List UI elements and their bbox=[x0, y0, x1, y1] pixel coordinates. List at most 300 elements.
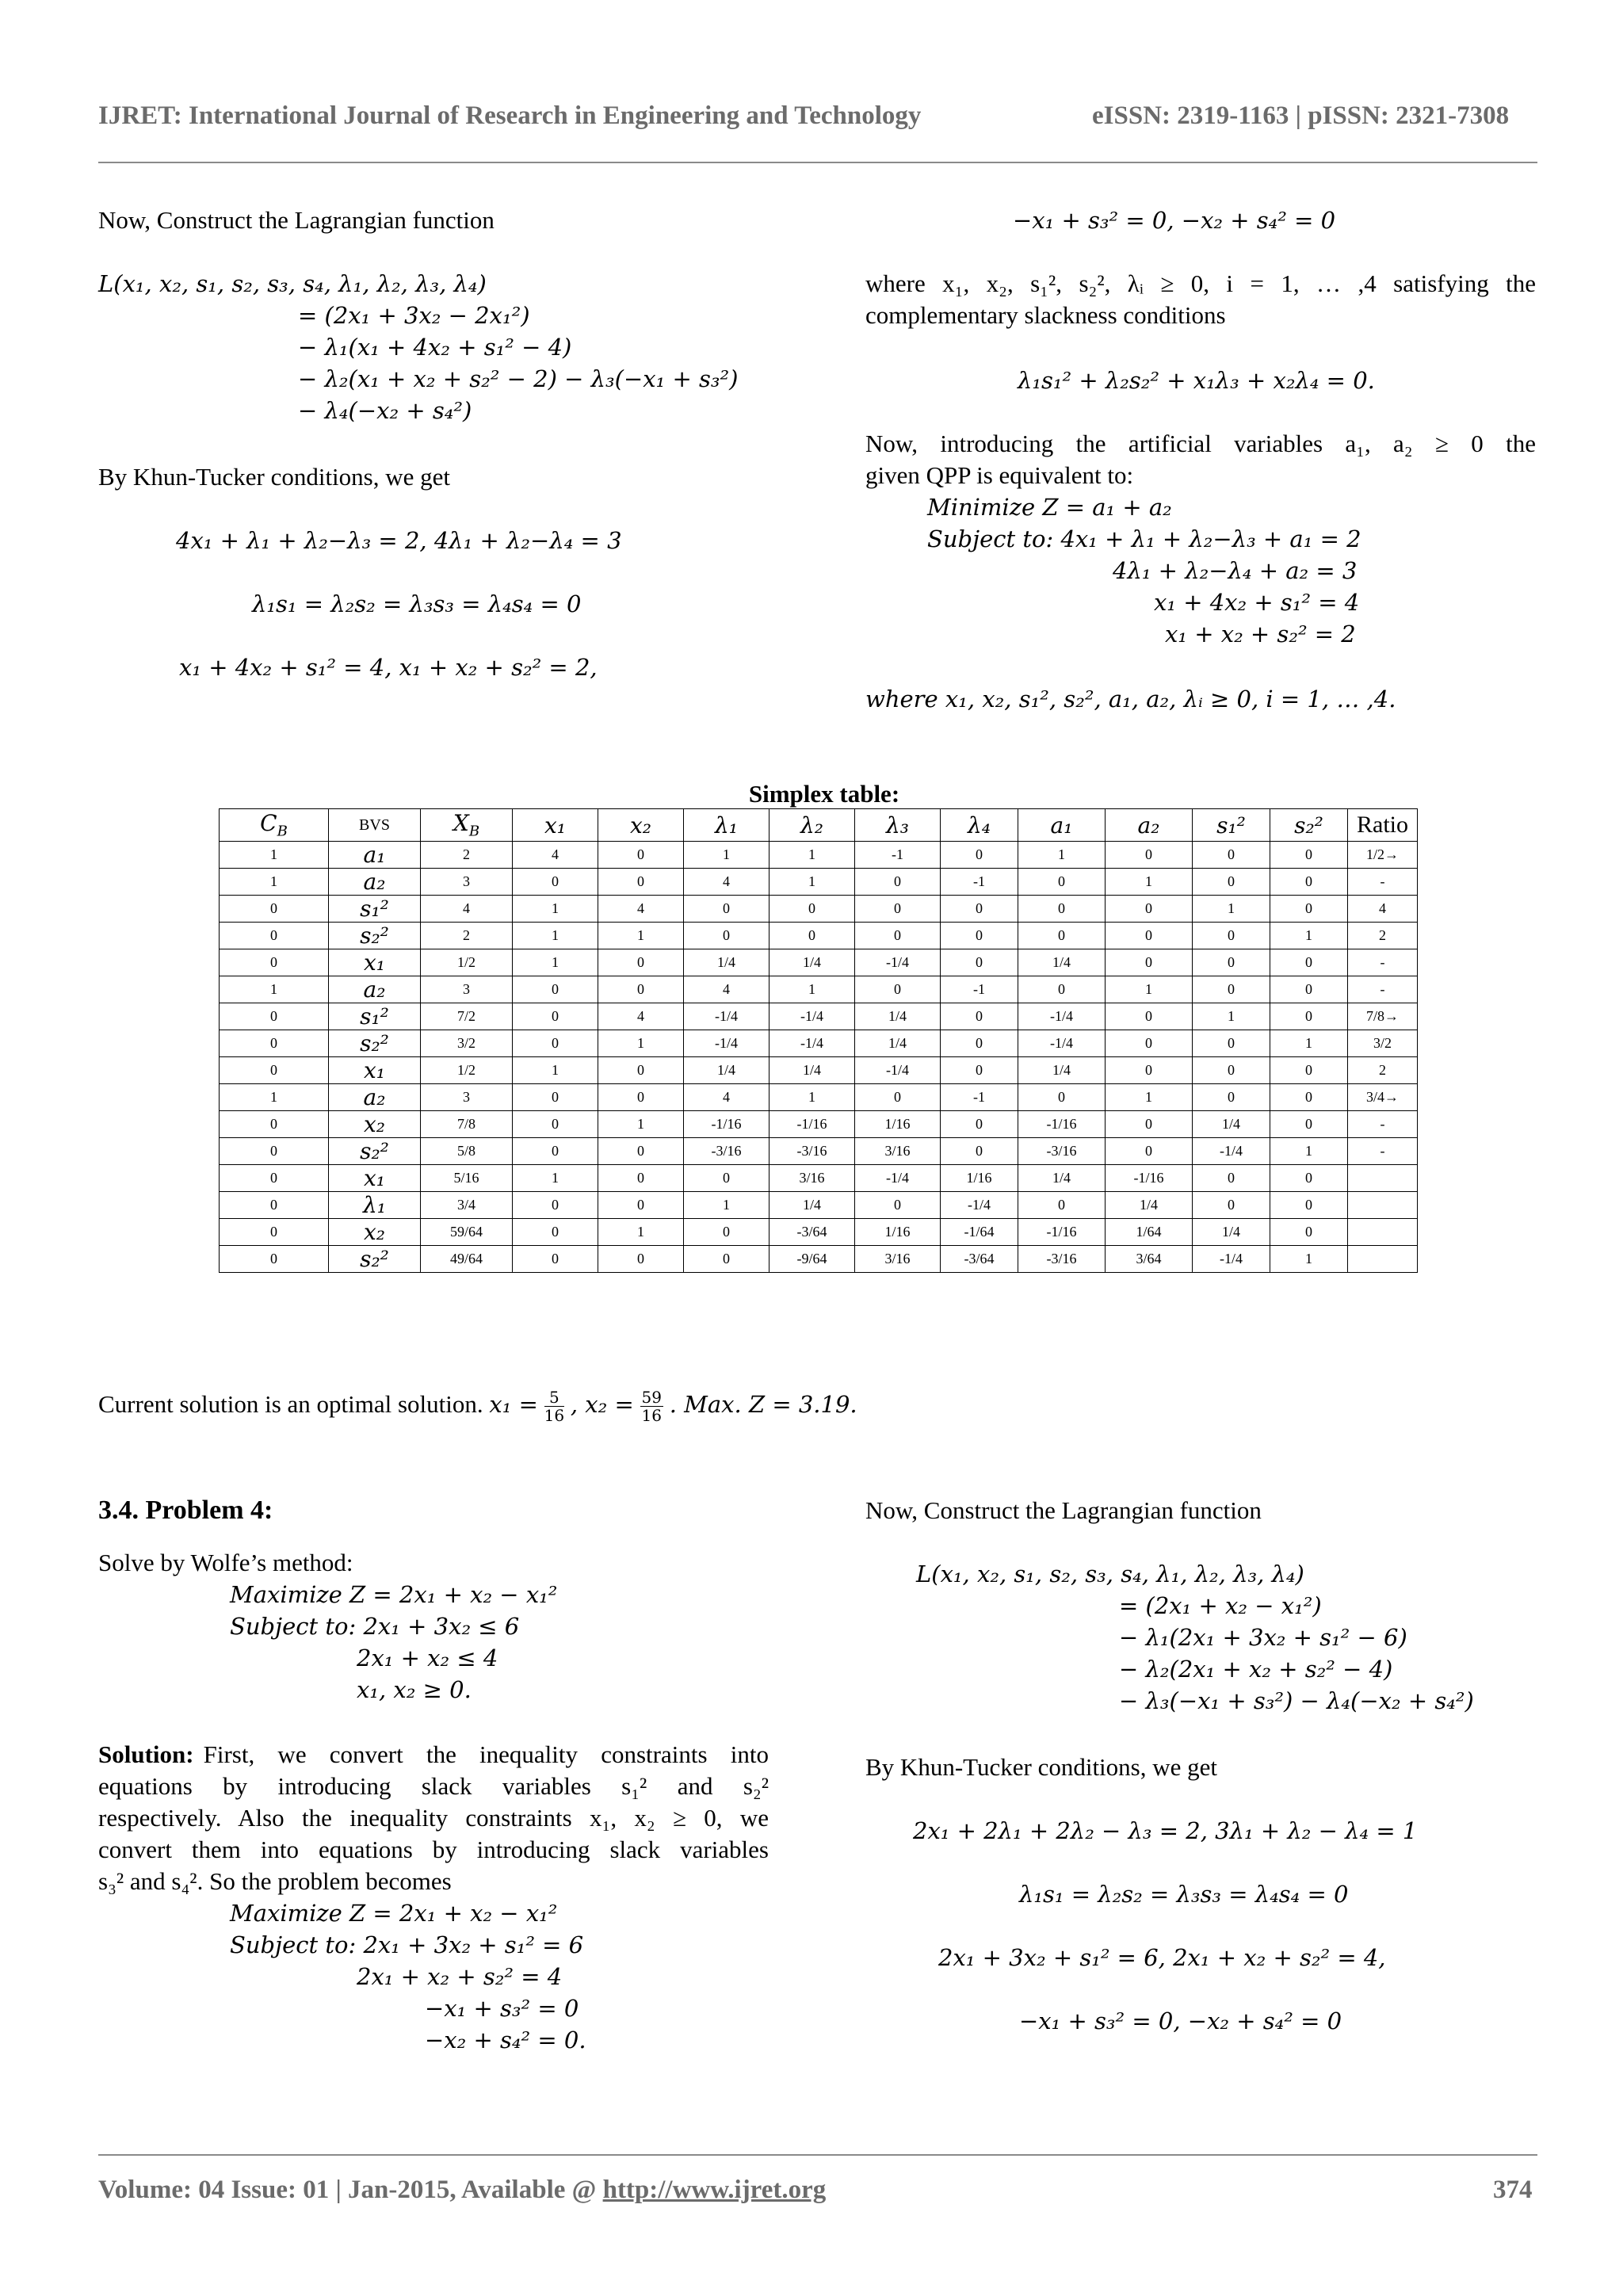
table-cell: 0 bbox=[1193, 1084, 1270, 1111]
table-cell: -1 bbox=[941, 869, 1018, 896]
table-cell: 1 bbox=[684, 1192, 769, 1219]
table-cell: 0 bbox=[1018, 869, 1106, 896]
solution-text-4: convert them into equations by introducing slack variables bbox=[98, 1836, 769, 1863]
kt-intro-2: By Khun-Tucker conditions, we get bbox=[865, 1753, 1218, 1781]
table-cell: 1/4 bbox=[684, 1057, 769, 1084]
table-cell: 4 bbox=[421, 896, 513, 923]
section-heading: 3.4. Problem 4: bbox=[98, 1496, 273, 1525]
table-cell: 2 bbox=[1348, 923, 1418, 949]
table-cell: 1/2→ bbox=[1348, 842, 1418, 869]
table-cell: -1 bbox=[941, 1084, 1018, 1111]
kt-equation-1: 4x₁ + λ₁ + λ₂−λ₃ = 2, 4λ₁ + λ₂−λ₄ = 3 bbox=[176, 527, 622, 554]
table-cell: 0 bbox=[684, 1219, 769, 1246]
kt-equation-4: −x₁ + s₃² = 0, −x₂ + s₄² = 0 bbox=[1013, 207, 1336, 234]
lagrangian-intro-2: Now, Construct the Lagrangian function bbox=[865, 1496, 1262, 1524]
kt-equation-2: λ₁s₁ = λ₂s₂ = λ₃s₃ = λ₄s₄ = 0 bbox=[252, 590, 582, 617]
kt-equation-3: x₁ + 4x₂ + s₁² = 4, x₁ + x₂ + s₂² = 2, bbox=[179, 654, 598, 681]
table-cell: 0 bbox=[598, 949, 684, 976]
table-cell: 0 bbox=[1018, 976, 1106, 1003]
table-cell: a₂ bbox=[329, 1084, 421, 1111]
lagrangian2-line-4: − λ₂(2x₁ + x₂ + s₂² − 4) bbox=[1119, 1656, 1393, 1683]
table-cell: 0 bbox=[1106, 1057, 1193, 1084]
table-cell: 1/4 bbox=[1193, 1111, 1270, 1138]
table-cell: -1 bbox=[855, 842, 941, 869]
kt2-equation-3: 2x₁ + 3x₂ + s₁² = 6, 2x₁ + x₂ + s₂² = 4, bbox=[938, 1944, 1386, 1971]
p4-constraint-2: 2x₁ + x₂ ≤ 4 bbox=[357, 1645, 498, 1671]
table-cell: 0 bbox=[220, 1003, 329, 1030]
table-cell: -3/16 bbox=[1018, 1138, 1106, 1165]
kt2-equation-2: λ₁s₁ = λ₂s₂ = λ₃s₃ = λ₄s₄ = 0 bbox=[1019, 1881, 1349, 1908]
table-cell: 0 bbox=[220, 1138, 329, 1165]
table-cell: 0 bbox=[513, 1084, 598, 1111]
table-cell: 0 bbox=[941, 896, 1018, 923]
table-cell: 3/16 bbox=[855, 1138, 941, 1165]
table-cell: 7/8→ bbox=[1348, 1003, 1418, 1030]
table-cell: s₂² bbox=[329, 923, 421, 949]
table-cell: 0 bbox=[941, 1138, 1018, 1165]
table-cell: 3/4 bbox=[421, 1192, 513, 1219]
table-cell: 0 bbox=[598, 1138, 684, 1165]
table-cell: - bbox=[1348, 976, 1418, 1003]
table-cell: 0 bbox=[513, 1003, 598, 1030]
table-cell: 0 bbox=[941, 842, 1018, 869]
table-cell: s₁² bbox=[329, 1003, 421, 1030]
slackness-condition: λ₁s₁² + λ₂s₂² + x₁λ₃ + x₂λ₄ = 0. bbox=[1018, 367, 1375, 394]
table-cell: 0 bbox=[1106, 1003, 1193, 1030]
table-cell: 1 bbox=[220, 1084, 329, 1111]
solution-label: Solution: bbox=[98, 1740, 194, 1768]
table-cell: 0 bbox=[1270, 1111, 1348, 1138]
table-header-cell: a₂ bbox=[1106, 809, 1193, 842]
table-header-cell: s₂² bbox=[1270, 809, 1348, 842]
table-cell: 1 bbox=[1106, 976, 1193, 1003]
table-row bbox=[220, 1084, 1418, 1111]
table-cell: 0 bbox=[513, 1192, 598, 1219]
table-cell: 1 bbox=[1018, 842, 1106, 869]
table-cell: 1 bbox=[1106, 869, 1193, 896]
table-cell: 1 bbox=[1193, 1003, 1270, 1030]
optimal-solution bbox=[98, 1389, 857, 1433]
table-cell: 0 bbox=[1270, 1219, 1348, 1246]
table-cell: x₁ bbox=[329, 1057, 421, 1084]
table-cell: -1/4 bbox=[769, 1030, 855, 1057]
kt2-equation-1: 2x₁ + 2λ₁ + 2λ₂ − λ₃ = 2, 3λ₁ + λ₂ − λ₄ = 1 bbox=[913, 1817, 1418, 1844]
table-cell: 4 bbox=[598, 896, 684, 923]
table-cell: 0 bbox=[1270, 1084, 1348, 1111]
footer-link[interactable]: http://www.ijret.org bbox=[602, 2176, 827, 2204]
footer-volume bbox=[98, 2176, 826, 2205]
table-cell: 0 bbox=[769, 896, 855, 923]
table-cell: 0 bbox=[1106, 896, 1193, 923]
table-cell: 0 bbox=[1193, 976, 1270, 1003]
table-cell: 0 bbox=[1106, 1030, 1193, 1057]
table-cell: 0 bbox=[1193, 869, 1270, 896]
table-cell: 1 bbox=[513, 1057, 598, 1084]
table-cell: 1/64 bbox=[1106, 1219, 1193, 1246]
table-cell: 1 bbox=[513, 896, 598, 923]
table-row bbox=[220, 1057, 1418, 1084]
table-cell: 0 bbox=[220, 1246, 329, 1273]
table-cell: 0 bbox=[220, 1192, 329, 1219]
table-cell: 0 bbox=[513, 1219, 598, 1246]
table-cell: 4 bbox=[684, 869, 769, 896]
table-cell: x₂ bbox=[329, 1219, 421, 1246]
table-cell: 1/16 bbox=[941, 1165, 1018, 1192]
table-cell: 0 bbox=[220, 1165, 329, 1192]
table-cell: - bbox=[1348, 949, 1418, 976]
table-cell: 3/64 bbox=[1106, 1246, 1193, 1273]
table-cell: -1/4 bbox=[855, 1165, 941, 1192]
table-cell: 0 bbox=[1270, 869, 1348, 896]
table-cell: - bbox=[1348, 1138, 1418, 1165]
table-cell: 0 bbox=[1193, 1030, 1270, 1057]
table-cell: 1 bbox=[513, 949, 598, 976]
artificial-line-1: Now, introducing the artificial variables a₁, a₂ ≥ 0 the bbox=[865, 430, 1536, 457]
lagrangian-line-2: = (2x₁ + 3x₂ − 2x₁²) bbox=[298, 302, 530, 329]
table-cell: 49/64 bbox=[421, 1246, 513, 1273]
table-cell: 7/2 bbox=[421, 1003, 513, 1030]
nonnegativity: where x₁, x₂, s₁², s₂², a₁, a₂, λᵢ ≥ 0, i = 1, … ,4. bbox=[865, 686, 1396, 712]
table-header-cell: $C_B$ bbox=[220, 809, 329, 842]
table-header-cell: a₁ bbox=[1018, 809, 1106, 842]
footer-volume-text: Volume: 04 Issue: 01 | Jan-2015, Available @ bbox=[98, 2176, 603, 2204]
table-cell: 0 bbox=[1270, 1003, 1348, 1030]
table-row bbox=[220, 1165, 1418, 1192]
table-cell: s₂² bbox=[329, 1246, 421, 1273]
table-cell: 0 bbox=[598, 1165, 684, 1192]
table-cell: 2 bbox=[1348, 1057, 1418, 1084]
table-cell: 0 bbox=[1193, 923, 1270, 949]
table-cell: -1/16 bbox=[1106, 1165, 1193, 1192]
table-cell: 1 bbox=[598, 923, 684, 949]
x2-prefix: , x₂ = bbox=[570, 1391, 634, 1418]
table-header-cell: λ₂ bbox=[769, 809, 855, 842]
table-cell: -3/16 bbox=[684, 1138, 769, 1165]
table-cell: 0 bbox=[220, 923, 329, 949]
table-cell: 1 bbox=[1193, 896, 1270, 923]
table-cell: 1 bbox=[1270, 1030, 1348, 1057]
table-cell: 0 bbox=[220, 1219, 329, 1246]
table-cell: 1/4 bbox=[769, 1057, 855, 1084]
table-cell: 1/4 bbox=[1193, 1219, 1270, 1246]
lagrangian-intro: Now, Construct the Lagrangian function bbox=[98, 206, 495, 234]
table-cell: 1 bbox=[1270, 923, 1348, 949]
table-cell: -1/4 bbox=[684, 1030, 769, 1057]
table-cell: 0 bbox=[855, 976, 941, 1003]
table-row bbox=[220, 869, 1418, 896]
table-cell: -3/64 bbox=[769, 1219, 855, 1246]
table-cell: -1/64 bbox=[941, 1219, 1018, 1246]
lagrangian-line-5: − λ₄(−x₂ + s₄²) bbox=[298, 397, 472, 424]
table-row bbox=[220, 949, 1418, 976]
table-cell: - bbox=[1348, 1111, 1418, 1138]
table-cell: 0 bbox=[1270, 949, 1348, 976]
table-cell: s₂² bbox=[329, 1138, 421, 1165]
table-cell: 4 bbox=[598, 1003, 684, 1030]
table-row bbox=[220, 1138, 1418, 1165]
table-cell: 1/4 bbox=[1018, 1057, 1106, 1084]
table-row bbox=[220, 896, 1418, 923]
table-cell: 1 bbox=[598, 1111, 684, 1138]
table-cell: 0 bbox=[220, 949, 329, 976]
table-cell: 0 bbox=[1193, 949, 1270, 976]
header-rule bbox=[98, 162, 1537, 163]
table-cell: -1/4 bbox=[1018, 1030, 1106, 1057]
table-cell: 1 bbox=[513, 1165, 598, 1192]
table-cell: 0 bbox=[1018, 923, 1106, 949]
table-cell: -3/64 bbox=[941, 1246, 1018, 1273]
table-cell: 1 bbox=[598, 1219, 684, 1246]
x1-fraction bbox=[544, 1389, 564, 1424]
lagrangian2-line-5: − λ₃(−x₁ + s₃²) − λ₄(−x₂ + s₄²) bbox=[1119, 1687, 1474, 1714]
eq-constraint-2: 2x₁ + x₂ + s₂² = 4 bbox=[357, 1963, 563, 1990]
minimize-z: Minimize Z = a₁ + a₂ bbox=[927, 494, 1172, 521]
constraint-1: Subject to: 4x₁ + λ₁ + λ₂−λ₃ + a₁ = 2 bbox=[927, 525, 1361, 552]
constraint-3: x₁ + 4x₂ + s₁² = 4 bbox=[1154, 589, 1360, 616]
table-cell: 0 bbox=[513, 1030, 598, 1057]
table-cell: -1/4 bbox=[855, 949, 941, 976]
table-cell: 4 bbox=[1348, 896, 1418, 923]
table-cell: 0 bbox=[598, 1084, 684, 1111]
solution-para-line-1 bbox=[98, 1739, 769, 1771]
table-cell: 0 bbox=[1106, 842, 1193, 869]
lagrangian-line-1: L(x₁, x₂, s₁, s₂, s₃, s₄, λ₁, λ₂, λ₃, λ₄) bbox=[98, 270, 487, 297]
table-cell: -1 bbox=[941, 976, 1018, 1003]
table-cell: a₁ bbox=[329, 842, 421, 869]
table-cell: 0 bbox=[1193, 1057, 1270, 1084]
table-cell: -1/16 bbox=[769, 1111, 855, 1138]
table-cell: 1/4 bbox=[769, 949, 855, 976]
table-cell: -1/4 bbox=[1018, 1003, 1106, 1030]
table-cell: 4 bbox=[684, 1084, 769, 1111]
table-cell: 0 bbox=[684, 923, 769, 949]
table-cell: 1 bbox=[1270, 1246, 1348, 1273]
table-cell: 0 bbox=[941, 923, 1018, 949]
table-header-cell: BVS bbox=[329, 809, 421, 842]
table-title: Simplex table: bbox=[748, 780, 900, 808]
table-cell: 0 bbox=[855, 869, 941, 896]
table-cell: 0 bbox=[1106, 1111, 1193, 1138]
table-cell: 3/2 bbox=[421, 1030, 513, 1057]
table-cell: 0 bbox=[941, 1003, 1018, 1030]
table-cell: 0 bbox=[1270, 1057, 1348, 1084]
table-row bbox=[220, 1192, 1418, 1219]
table-cell: 0 bbox=[855, 896, 941, 923]
artificial-line-2: given QPP is equivalent to: bbox=[865, 461, 1134, 489]
table-cell: -1/4 bbox=[941, 1192, 1018, 1219]
solution-text: Current solution is an optimal solution. bbox=[98, 1390, 483, 1418]
p4-constraint-1: Subject to: 2x₁ + 3x₂ ≤ 6 bbox=[230, 1613, 520, 1640]
table-cell: 3 bbox=[421, 1084, 513, 1111]
table-cell: 1/2 bbox=[421, 1057, 513, 1084]
table-row bbox=[220, 1219, 1418, 1246]
table-cell: 0 bbox=[769, 923, 855, 949]
table-cell: 1/4 bbox=[1018, 949, 1106, 976]
table-cell: 0 bbox=[1270, 976, 1348, 1003]
table-cell: 1/16 bbox=[855, 1219, 941, 1246]
table-cell: 0 bbox=[1193, 842, 1270, 869]
eq-constraint-4: −x₂ + s₄² = 0. bbox=[425, 2027, 586, 2053]
table-cell bbox=[1348, 1192, 1418, 1219]
x1-numerator: 5 bbox=[544, 1389, 564, 1407]
solve-instruction: Solve by Wolfe’s method: bbox=[98, 1549, 353, 1576]
lagrangian2-line-2: = (2x₁ + x₂ − x₁²) bbox=[1119, 1592, 1322, 1619]
table-cell: 1 bbox=[1270, 1138, 1348, 1165]
table-cell: 3 bbox=[421, 869, 513, 896]
table-row bbox=[220, 923, 1418, 949]
table-cell: -1/4 bbox=[769, 1003, 855, 1030]
table-cell: 4 bbox=[684, 976, 769, 1003]
table-cell: 0 bbox=[598, 842, 684, 869]
table-cell: 0 bbox=[855, 1192, 941, 1219]
solution-text-5: s₃² and s₄². So the problem becomes bbox=[98, 1867, 452, 1895]
table-cell: 0 bbox=[513, 1138, 598, 1165]
table-header-cell: λ₁ bbox=[684, 809, 769, 842]
constraint-4: x₁ + x₂ + s₂² = 2 bbox=[1165, 621, 1356, 648]
table-cell: 0 bbox=[598, 1057, 684, 1084]
table-cell: x₁ bbox=[329, 1165, 421, 1192]
table-cell: s₂² bbox=[329, 1030, 421, 1057]
table-cell: 1 bbox=[220, 842, 329, 869]
table-cell: 1 bbox=[769, 869, 855, 896]
table-cell: 0 bbox=[1018, 1084, 1106, 1111]
table-cell: 1 bbox=[769, 842, 855, 869]
table-cell: x₂ bbox=[329, 1111, 421, 1138]
table-cell: -1/16 bbox=[1018, 1111, 1106, 1138]
table-cell: 0 bbox=[513, 869, 598, 896]
table-cell: 1 bbox=[1106, 1084, 1193, 1111]
table-cell: 0 bbox=[941, 1111, 1018, 1138]
table-cell: 59/64 bbox=[421, 1219, 513, 1246]
table-cell: 0 bbox=[220, 1030, 329, 1057]
journal-title: IJRET: International Journal of Research in Engineering and Technology bbox=[98, 101, 922, 130]
table-cell: 0 bbox=[1270, 896, 1348, 923]
table-row bbox=[220, 842, 1418, 869]
table-cell: 0 bbox=[1106, 923, 1193, 949]
table-cell: 0 bbox=[1193, 1192, 1270, 1219]
table-cell: 0 bbox=[220, 896, 329, 923]
table-cell: 0 bbox=[220, 1111, 329, 1138]
table-cell: -3/16 bbox=[1018, 1246, 1106, 1273]
table-cell: 0 bbox=[598, 1246, 684, 1273]
table-row bbox=[220, 976, 1418, 1003]
table-cell: 2 bbox=[421, 923, 513, 949]
table-cell: 0 bbox=[941, 949, 1018, 976]
table-cell: 0 bbox=[1270, 842, 1348, 869]
where-line-2: complementary slackness conditions bbox=[865, 301, 1226, 329]
table-cell: -1/16 bbox=[1018, 1219, 1106, 1246]
table-cell: 1/16 bbox=[855, 1111, 941, 1138]
objective-2: Maximize Z = 2x₁ + x₂ − x₁² bbox=[230, 1900, 558, 1927]
table-cell: 0 bbox=[941, 1057, 1018, 1084]
table-cell: 0 bbox=[684, 896, 769, 923]
table-row bbox=[220, 1111, 1418, 1138]
table-cell: 0 bbox=[855, 1084, 941, 1111]
table-cell: 0 bbox=[1193, 1165, 1270, 1192]
table-header-cell: x₂ bbox=[598, 809, 684, 842]
p4-constraint-3: x₁, x₂ ≥ 0. bbox=[357, 1676, 472, 1703]
solution-text-1: First, we convert the inequality constraints into bbox=[203, 1740, 769, 1768]
table-cell: 1 bbox=[513, 923, 598, 949]
table-cell: 0 bbox=[1270, 1192, 1348, 1219]
table-cell: 3 bbox=[421, 976, 513, 1003]
table-cell: s₁² bbox=[329, 896, 421, 923]
table-header-cell: Ratio bbox=[1348, 809, 1418, 842]
lagrangian-line-3: − λ₁(x₁ + 4x₂ + s₁² − 4) bbox=[298, 334, 572, 361]
eq-constraint-1: Subject to: 2x₁ + 3x₂ + s₁² = 6 bbox=[230, 1931, 584, 1958]
issn: eISSN: 2319-1163 | pISSN: 2321-7308 bbox=[1092, 101, 1510, 130]
x2-fraction bbox=[640, 1389, 663, 1424]
table-cell bbox=[1348, 1246, 1418, 1273]
simplex-table bbox=[219, 808, 1418, 1273]
lagrangian-line-4: − λ₂(x₁ + x₂ + s₂² − 2) − λ₃(−x₁ + s₃²) bbox=[298, 365, 739, 392]
table-header-row bbox=[220, 809, 1418, 842]
table-cell: - bbox=[1348, 869, 1418, 896]
table-cell: a₂ bbox=[329, 976, 421, 1003]
table-cell: 3/16 bbox=[769, 1165, 855, 1192]
x1-prefix: x₁ = bbox=[489, 1391, 538, 1418]
table-cell: -1/4 bbox=[1193, 1246, 1270, 1273]
table-cell: 0 bbox=[684, 1165, 769, 1192]
table-cell: 1 bbox=[769, 976, 855, 1003]
table-header-cell: x₁ bbox=[513, 809, 598, 842]
table-row bbox=[220, 1030, 1418, 1057]
lagrangian2-line-1: L(x₁, x₂, s₁, s₂, s₃, s₄, λ₁, λ₂, λ₃, λ₄) bbox=[916, 1561, 1304, 1587]
lagrangian2-line-3: − λ₁(2x₁ + 3x₂ + s₁² − 6) bbox=[1119, 1624, 1407, 1651]
footer-rule bbox=[98, 2154, 1537, 2156]
table-cell: -1/4 bbox=[855, 1057, 941, 1084]
table-cell: 0 bbox=[513, 1111, 598, 1138]
table-cell: -9/64 bbox=[769, 1246, 855, 1273]
table-cell: 1/4 bbox=[855, 1003, 941, 1030]
where-line-1: where x₁, x₂, s₁², s₂², λᵢ ≥ 0, i = 1, … ,4 satisfying the bbox=[865, 269, 1536, 297]
table-cell: 1 bbox=[769, 1084, 855, 1111]
table-cell: 0 bbox=[513, 1246, 598, 1273]
table-cell: 0 bbox=[855, 923, 941, 949]
table-cell: -3/16 bbox=[769, 1138, 855, 1165]
solution-text-3: respectively. Also the inequality constraints x₁, x₂ ≥ 0, we bbox=[98, 1804, 769, 1832]
objective: Maximize Z = 2x₁ + x₂ − x₁² bbox=[230, 1581, 558, 1608]
table-cell: 0 bbox=[1106, 1138, 1193, 1165]
table-cell: 1 bbox=[598, 1030, 684, 1057]
table-header-cell: $X_B$ bbox=[421, 809, 513, 842]
table-cell: -1/4 bbox=[1193, 1138, 1270, 1165]
solution-text-2: equations by introducing slack variables s₁² and s₂² bbox=[98, 1772, 769, 1800]
table-cell: 5/16 bbox=[421, 1165, 513, 1192]
table-cell: 3/16 bbox=[855, 1246, 941, 1273]
table-header-cell: λ₄ bbox=[941, 809, 1018, 842]
table-cell: -1/4 bbox=[684, 1003, 769, 1030]
table-row bbox=[220, 1246, 1418, 1273]
table-cell: 7/8 bbox=[421, 1111, 513, 1138]
table-cell: 1/4 bbox=[1106, 1192, 1193, 1219]
table-cell: 0 bbox=[1270, 1165, 1348, 1192]
table-cell: 1 bbox=[220, 869, 329, 896]
table-cell: 1/4 bbox=[855, 1030, 941, 1057]
table-cell: 0 bbox=[1106, 949, 1193, 976]
max-z: . Max. Z = 3.19. bbox=[669, 1391, 857, 1418]
table-cell: 1/4 bbox=[1018, 1165, 1106, 1192]
table-row bbox=[220, 1003, 1418, 1030]
table-cell: 0 bbox=[513, 976, 598, 1003]
table-cell: 0 bbox=[941, 1030, 1018, 1057]
kt-intro: By Khun-Tucker conditions, we get bbox=[98, 463, 451, 491]
page-number: 374 bbox=[1493, 2176, 1533, 2204]
table-cell: 5/8 bbox=[421, 1138, 513, 1165]
table-cell: 3/4→ bbox=[1348, 1084, 1418, 1111]
table-cell: 0 bbox=[220, 1057, 329, 1084]
table-cell: 1 bbox=[684, 842, 769, 869]
